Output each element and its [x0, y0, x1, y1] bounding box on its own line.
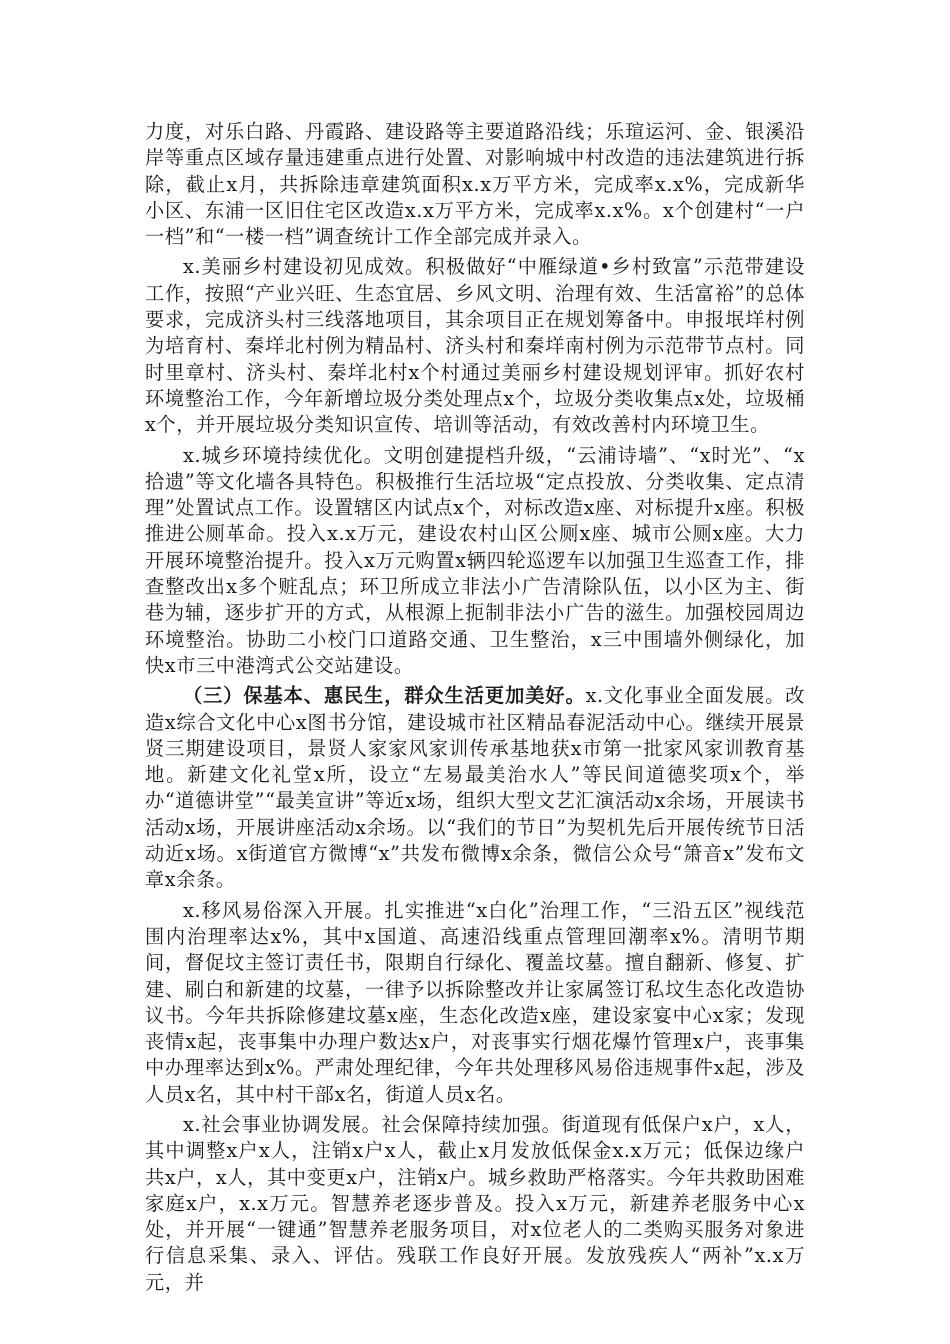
paragraph-social-affairs: x.社会事业协调发展。社会保障持续加强。街道现有低保户x户，x人，其中调整x户x人，注销x户x人，截止x月发放低保金x.x万元；低保边缘户共x户，x人，其中变更x户，注销x户。城乡救助严格落实。今年共救助困难家庭x户，x.x万元。智慧养老逐步普及。投入x万元，新建养老服务中心x处，并开展“一键通”智慧养老服务项目，对x位老人的二类购买服务对象进行信息采集、录入、评估。残联工作良好开展。发放残疾人“两补”x.x万元，并: [145, 1112, 805, 1294]
paragraph-customs-reform: x.移风易俗深入开展。扎实推进“x白化”治理工作，“三沿五区”视线范围内治理率达x%，其中x国道、高速沿线重点管理回潮率x%。清明节期间，督促坟主签订责任书，限期自行绿化、覆盖坟墓。擅自翻新、修复、扩建、刷白和新建的坟墓，一律予以拆除整改并让家属签订私坟生态化改造协议书。今年共拆除修建坟墓x座，生态化改造x座，建设家宴中心x家；发现丧情x起，丧事集中办理户数达x户，对丧事实行烟花爆竹管理x户，丧事集中办理率达到x%。严肃处理纪律，今年共处理移风易俗违规事件x起，涉及人员x名，其中村干部x名，街道人员x名。: [145, 898, 805, 1106]
paragraph-demolition-progress: 力度，对乐白路、丹霞路、建设路等主要道路沿线；乐瑄运河、金、银溪沿岸等重点区域存量违建重点进行处置、对影响城中村改造的违法建筑进行拆除，截止x月，共拆除违章建筑面积x.x万平方米，完成率x.x%，完成新华小区、东浦一区旧住宅区改造x.x万平方米，完成率x.x%。x个创建村“一户一档”和“一楼一档”调查统计工作全部完成并录入。: [145, 120, 805, 249]
paragraph-urban-rural-environment: x.城乡环境持续优化。文明创建提档升级，“云浦诗墙”、“x时光”、“x拾遗”等文化墙各具特色。积极推行生活垃圾“定点投放、分类收集、定点清理”处置试点工作。设置辖区内试点x个，对标改造x座、对标提升x座。积极推进公厕革命。投入x.x万元，建设农村山区公厕x座、城市公厕x座。大力开展环境整治提升。投入x万元购置x辆四轮巡逻车以加强卫生巡查工作，排查整改出x多个赃乱点；环卫所成立非法小广告清除队伍，以小区为主、街巷为辅，逐步扩开的方式，从根源上扼制非法小广告的滋生。加强校园周边环境整治。协助二小校门口道路交通、卫生整治，x三中围墙外侧绿化，加快x市三中港湾式公交站建设。: [145, 443, 805, 677]
paragraph-beautiful-countryside: x.美丽乡村建设初见成效。积极做好“中雁绿道•乡村致富”示范带建设工作，按照“产业兴旺、生态宜居、乡风文明、治理有效、生活富裕”的总体要求，完成济头村三线落地项目，其余项目正在规划筹备中。申报垊垟村例为培育村、秦垟北村例为精品村、济头村和秦垟南村例为示范带节点村。同时里章村、济头村、秦垟北村x个村通过美丽乡村建设规划评审。抓好农村环境整治工作，今年新增垃圾分类处理点x个，垃圾分类收集点x处，垃圾桶x个，并开展垃圾分类知识宣传、培训等活动，有效改善村内环境卫生。: [145, 255, 805, 437]
paragraph-culture-text: x.文化事业全面发展。改造x综合文化中心x图书分馆，建设城市社区精品春泥活动中心。继续开展景贤三期建设项目，景贤人家家风家训传承基地获x市第一批家风家训教育基地。新建文化礼堂x所，设立“左易最美治水人”等民间道德奖项x个，举办“道德讲堂”“最美宣讲”等近x场，组织大型文艺汇演活动x余场，开展读书活动x场，开展讲座活动x余场。以“我们的节日”为契机先后开展传统节日活动近x场。x街道官方微博“x”共发布微博x余条，微信公众号“箫音x”发布文章x余条。: [145, 684, 806, 892]
section-heading-three: （三）保基本、惠民生，群众生活更加美好。: [183, 684, 586, 708]
document-page: [145, 119, 805, 1300]
paragraph-livelihood-culture: [145, 683, 805, 893]
